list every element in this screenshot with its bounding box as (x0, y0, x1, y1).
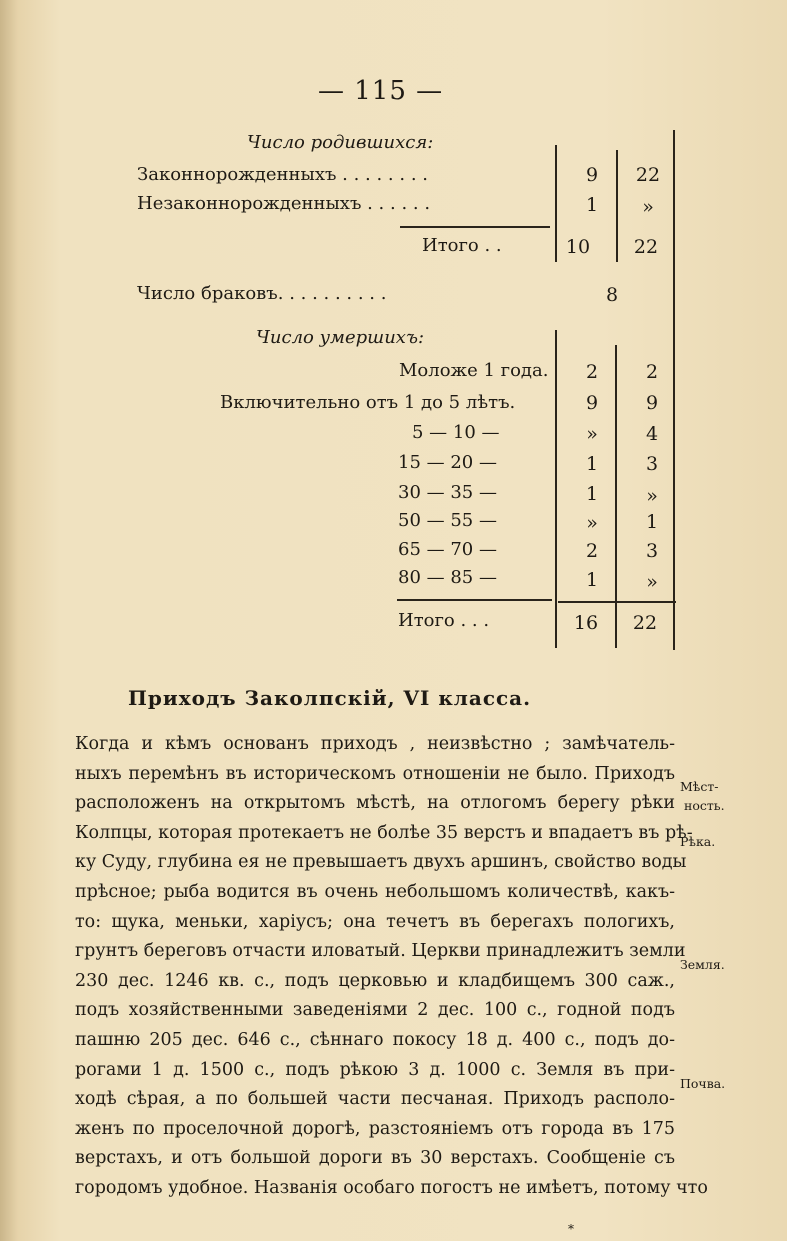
margin-note-locality-1: Мѣст- (680, 779, 719, 794)
body-line: женъ по проселочной дорогѣ, разстояніемъ отъ города въ 175 (75, 1118, 675, 1139)
deaths-row-b: 3 (645, 540, 659, 562)
body-line: расположенъ на открытомъ мѣстѣ, на отлогомъ берегу рѣки (75, 793, 675, 814)
births-row-illegitimate-b: » (642, 196, 654, 218)
deaths-row-label: Моложе 1 года. (399, 360, 549, 381)
body-line: грунтъ береговъ отчасти иловатый. Церкви принадлежитъ земли (75, 941, 686, 962)
body-line: то: щука, меньки, харіусъ; она течетъ въ берегахъ пологихъ, (75, 911, 675, 932)
births-total-b: 22 (633, 236, 659, 258)
deaths-row-label: 50 — 55 — (398, 510, 497, 531)
births-row-illegitimate-a: 1 (585, 194, 599, 216)
body-line: 230 дес. 1246 кв. с., подъ церковью и кладбищемъ 300 саж., (75, 970, 675, 991)
births-total-a: 10 (565, 236, 591, 258)
deaths-row-b: » (646, 485, 658, 507)
births-header: Число родившихся: (247, 132, 434, 153)
body-line: городомъ удобное. Названія особаго погостъ не имѣетъ, потому что (75, 1177, 708, 1198)
deaths-row-b: » (646, 571, 658, 593)
deaths-row-a: » (586, 423, 598, 445)
deaths-row-label: 15 — 20 — (398, 452, 497, 473)
deaths-total-b: 22 (632, 612, 658, 634)
deaths-row-a: 1 (585, 483, 599, 505)
margin-note-soil: Почва. (680, 1076, 726, 1091)
births-row-illegitimate-label: Незаконнорожденныхъ . . . . . . (137, 193, 431, 214)
body-line: прѣсное; рыба водится въ очень небольшомъ количествѣ, какъ- (75, 881, 675, 902)
births-col-rule-2 (616, 150, 618, 262)
deaths-row-a: 1 (585, 569, 599, 591)
deaths-row-label: 5 — 10 — (412, 422, 500, 443)
page-number: — 115 — (318, 76, 444, 106)
deaths-row-b: 4 (645, 423, 659, 445)
births-row-legitimate-label: Законнорожденныхъ . . . . . . . . (137, 164, 428, 185)
margin-note-locality-2: ность. (684, 798, 725, 813)
deaths-row-b: 9 (645, 392, 659, 414)
deaths-row-label: 65 — 70 — (398, 539, 497, 560)
deaths-total-label: Итого . . . (398, 610, 490, 631)
marriages-value: 8 (605, 284, 619, 306)
section-title: Приходъ Заколпскій, VI класса. (128, 686, 532, 710)
births-total-label: Итого . . (422, 235, 502, 256)
deaths-row-label: Включительно отъ 1 до 5 лѣтъ. (220, 392, 516, 413)
deaths-total-rule-2 (558, 601, 676, 603)
body-line: Колпцы, которая протекаетъ не болѣе 35 верстъ и впадаетъ въ рѣ- (75, 822, 693, 843)
body-line: ныхъ перемѣнъ въ историческомъ отношеніи не было. Приходъ (75, 763, 675, 784)
marriages-label: Число браковъ. . . . . . . . . . (137, 283, 387, 304)
births-total-rule (400, 226, 550, 228)
births-row-legitimate-b: 22 (635, 164, 661, 186)
deaths-row-a: » (586, 512, 598, 534)
deaths-row-b: 1 (645, 511, 659, 533)
births-col-rule-1 (555, 145, 557, 262)
births-row-legitimate-a: 9 (585, 164, 599, 186)
footer-mark: * (568, 1222, 574, 1236)
body-line: верстахъ, и отъ большой дороги въ 30 верстахъ. Сообщеніе съ (75, 1148, 675, 1169)
body-line: ходѣ сѣрая, а по большей части песчаная. Приходъ располо- (75, 1089, 675, 1110)
body-line: рогами 1 д. 1500 с., подъ рѣкою 3 д. 1000 с. Земля въ при- (75, 1059, 675, 1080)
body-line: Когда и кѣмъ основанъ приходъ , неизвѣстно ; замѣчатель- (75, 734, 675, 754)
margin-note-land: Земля. (680, 957, 725, 972)
margin-note-river: Рѣка. (680, 834, 716, 849)
deaths-col-rule-1 (555, 330, 557, 648)
body-line: подъ хозяйственными заведеніями 2 дес. 100 с., годной подъ (75, 1000, 675, 1021)
deaths-header: Число умершихъ: (256, 327, 425, 348)
deaths-row-a: 2 (585, 361, 599, 383)
deaths-row-a: 1 (585, 453, 599, 475)
body-line: ку Суду, глубина ея не превышаетъ двухъ аршинъ, свойство воды (75, 852, 687, 873)
deaths-total-a: 16 (573, 612, 599, 634)
deaths-row-a: 9 (585, 392, 599, 414)
deaths-row-b: 3 (645, 453, 659, 475)
body-line: пашню 205 дес. 646 с., сѣннаго покосу 18 д. 400 с., подъ до- (75, 1029, 675, 1050)
deaths-row-a: 2 (585, 540, 599, 562)
deaths-row-label: 30 — 35 — (398, 482, 497, 503)
deaths-row-b: 2 (645, 361, 659, 383)
deaths-total-rule-1 (397, 599, 552, 601)
deaths-row-label: 80 — 85 — (398, 567, 497, 588)
